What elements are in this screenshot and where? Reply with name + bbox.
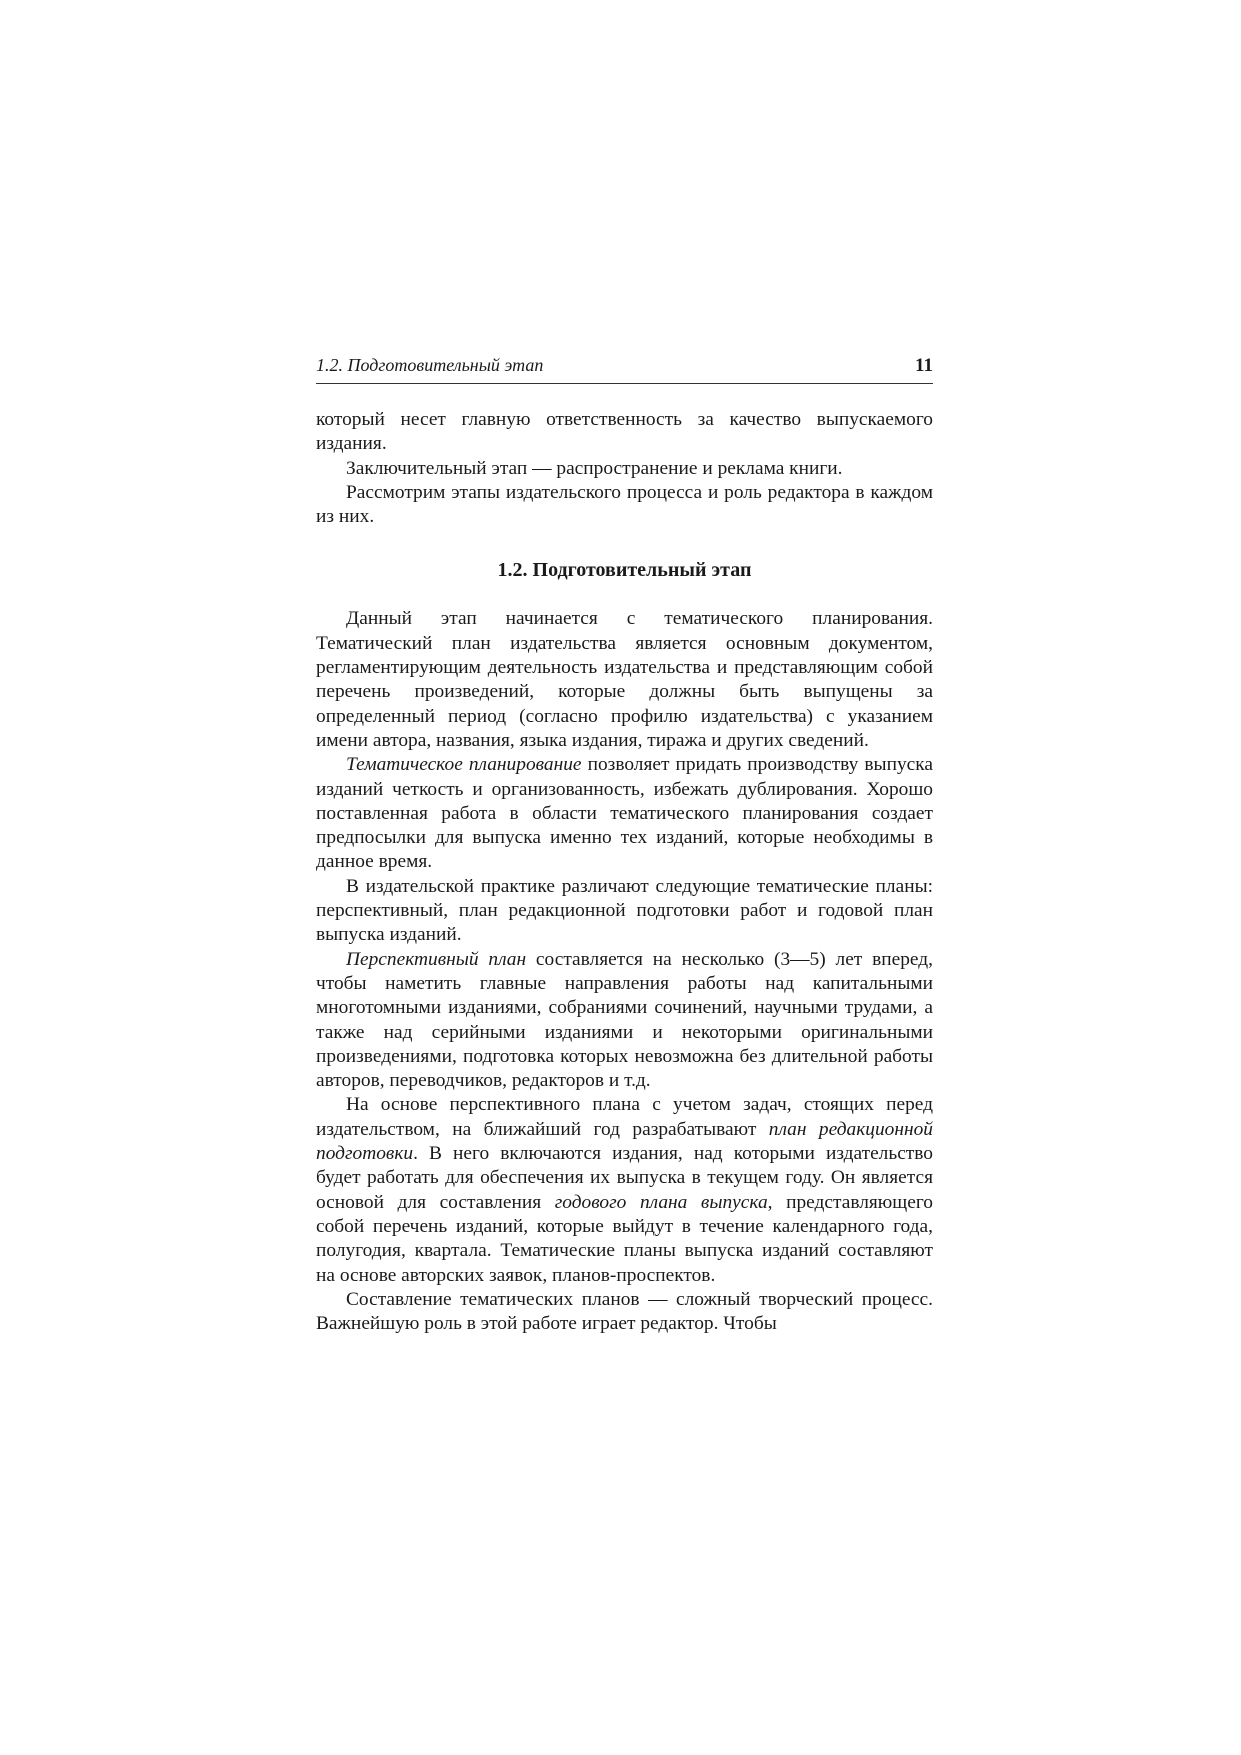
paragraph: Составление тематических планов — сложный творческий процесс. Важнейшую роль в этой работе играет редактор. Чтобы	[316, 1288, 933, 1335]
paragraph	[316, 1093, 933, 1287]
paragraph-text: позволяет придать производству выпуска изданий четкость и организованность, избежать дублирования. Хорошо поставленная работа в области тематического планирования создает предпосылки для выпуска именно тех изданий, которые необходимы в данное время.	[316, 754, 933, 873]
paragraph-text: . В него включаются издания, над которыми издательство будет работать для обеспечения их выпуска в текущем году. Он является основой для составления	[316, 1143, 933, 1213]
paragraph	[316, 753, 933, 874]
italic-term: Перспективный план	[346, 948, 527, 970]
paragraph: который несет главную ответственность за качество выпускаемого издания.	[316, 409, 933, 455]
paragraph: Данный этап начинается с тематического планирования. Тематический план издательства является основным документом, регламентирующим деятельность издательства и представляющим собой перечень произведений, которые должны быть выпущены за определенный период (согласно профилю издательства) с указанием имени автора, названия, языка издания, тиража и других сведений.	[316, 608, 933, 751]
paragraph-text: составляется на несколько (3—5) лет вперед, чтобы наметить главные направления работы над капитальными многотомными изданиями, собраниями сочинений, научными трудами, а также над серийными изданиями и некоторыми оригинальными произведениями, подготовка которых невозможна без длительной работы авторов, переводчиков, редакторов и т.д.	[316, 948, 933, 1092]
italic-term: годового плана выпуска	[554, 1191, 768, 1213]
paragraph-text: На основе перспективного плана с учетом задач, стоящих перед издательством, на ближайший год разрабатывают	[316, 1094, 933, 1140]
italic-term: план редакционной подготовки	[316, 1118, 933, 1165]
running-head-title: 1.2. Подготовительный этап	[316, 355, 544, 375]
paragraph: Рассмотрим этапы издательского процесса и роль редактора в каждом из них.	[316, 481, 933, 528]
section-heading: 1.2. Подготовительный этап	[497, 559, 752, 582]
paragraph: В издательской практике различают следующие тематические планы: перспективный, план редакционной подготовки работ и годовой план выпуска изданий.	[316, 875, 933, 946]
paragraph	[316, 948, 933, 1094]
running-head	[316, 354, 933, 384]
italic-term: Тематическое планирование	[346, 754, 582, 776]
paragraph-text: , представляющего собой перечень изданий, которые выйдут в течение календарного года, полугодия, квартала. Тематические планы выпуска изданий составляют на основе авторских заявок, планов-проспектов.	[316, 1191, 933, 1286]
page-number: 11	[915, 355, 933, 376]
body-text	[316, 408, 933, 1336]
book-page	[316, 354, 933, 1336]
paragraph: Заключительный этап — распространение и реклама книги.	[346, 457, 843, 479]
